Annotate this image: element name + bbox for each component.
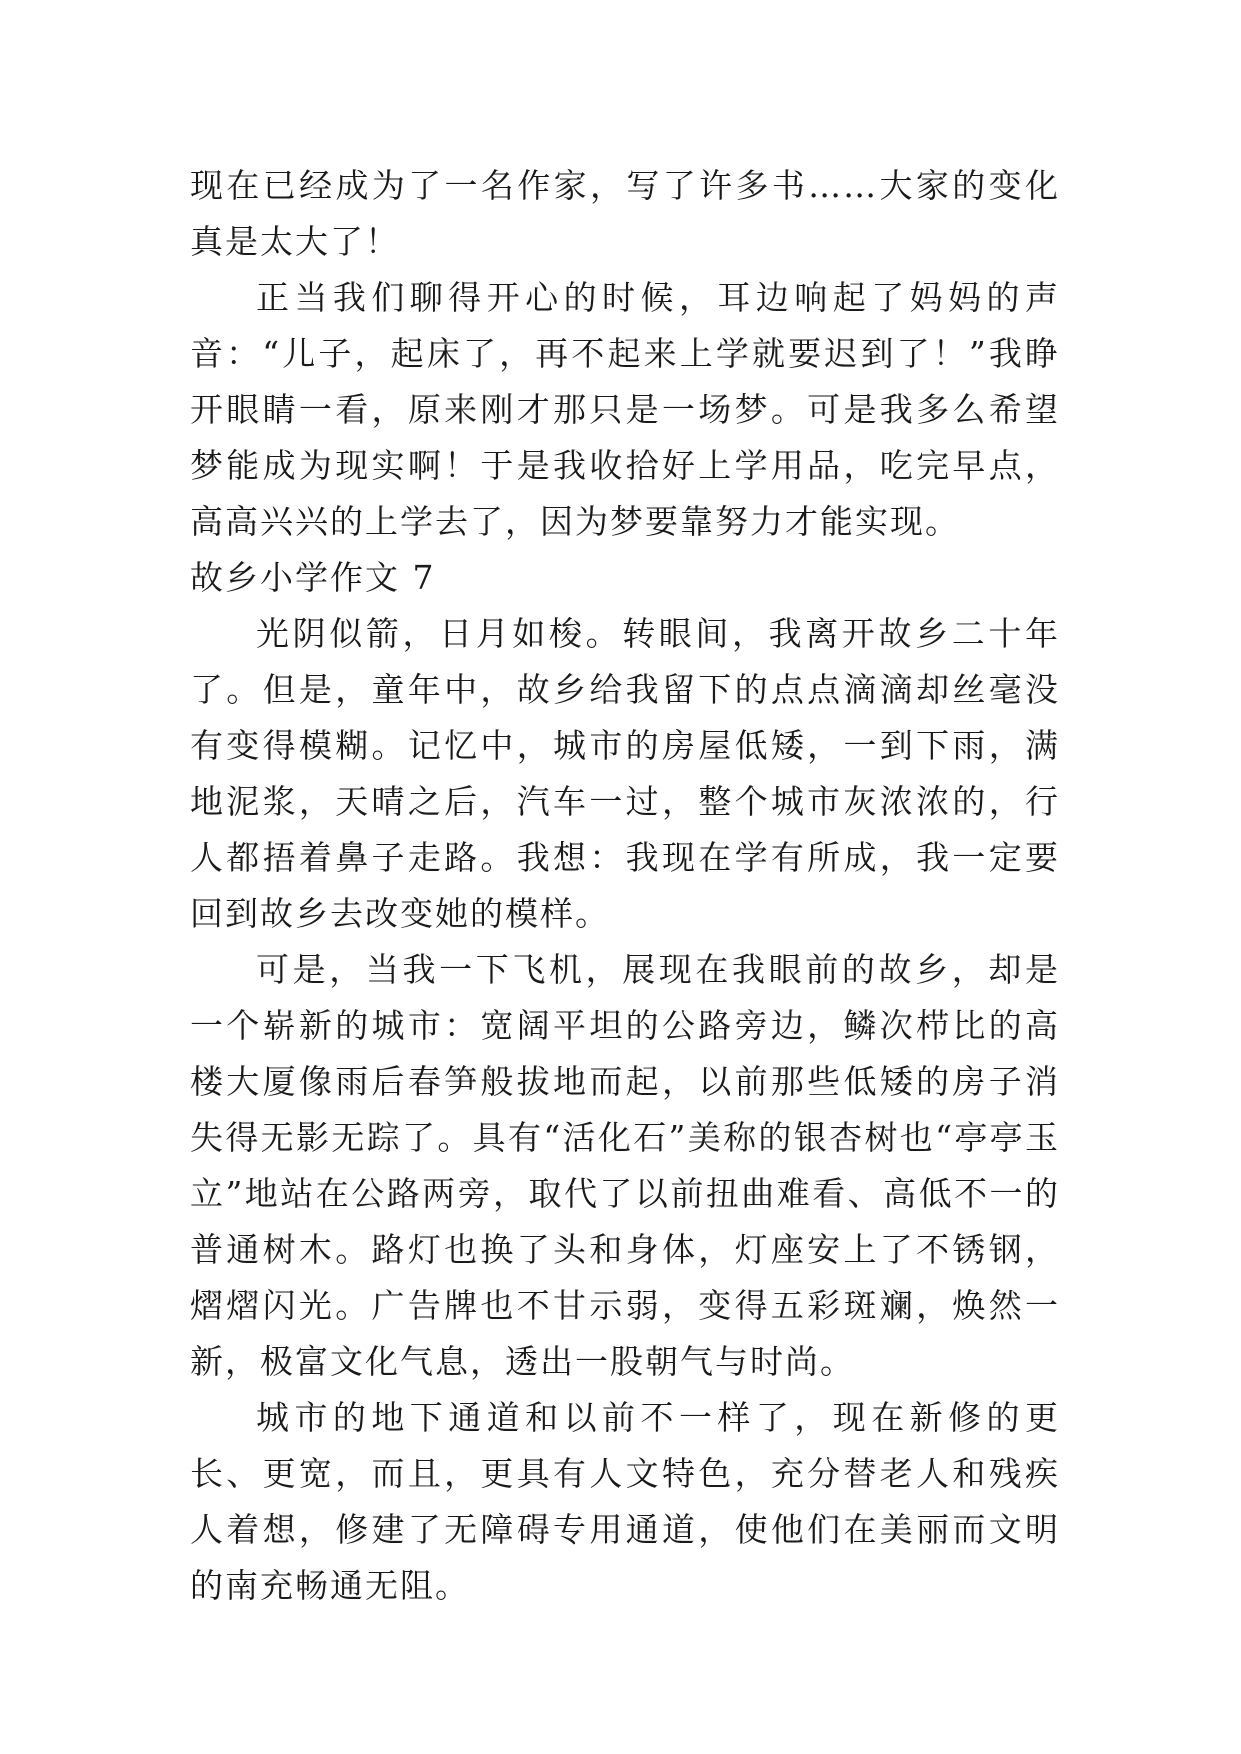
section-heading: 故乡小学作文 7 [190,558,436,597]
document-body [190,158,1060,1614]
paragraph: 现在已经成为了一名作家，写了许多书……大家的变化真是太大了！ [190,166,1060,261]
paragraph: 城市的地下通道和以前不一样了，现在新修的更长、更宽，而且，更具有人文特色，充分替老人和残疾人着想，修建了无障碍专用通道，使他们在美丽而文明的南充畅通无阻。 [190,1398,1060,1605]
paragraph: 正当我们聊得开心的时候，耳边响起了妈妈的声音：“儿子，起床了，再不起来上学就要迟到了！”我睁开眼睛一看，原来刚才那只是一场梦。可是我多么希望梦能成为现实啊！于是我收拾好上学用品，吃完早点，高高兴兴的上学去了，因为梦要靠努力才能实现。 [190,278,1060,541]
paragraph: 光阴似箭，日月如梭。转眼间，我离开故乡二十年了。但是，童年中，故乡给我留下的点点滴滴却丝毫没有变得模糊。记忆中，城市的房屋低矮，一到下雨，满地泥浆，天晴之后，汽车一过，整个城市灰浓浓的，行人都捂着鼻子走路。我想：我现在学有所成，我一定要回到故乡去改变她的模样。 [190,614,1060,933]
paragraph: 可是，当我一下飞机，展现在我眼前的故乡，却是一个崭新的城市：宽阔平坦的公路旁边，鳞次栉比的高楼大厦像雨后春笋般拔地而起，以前那些低矮的房子消失得无影无踪了。具有“活化石”美称的银杏树也“亭亭玉立”地站在公路两旁，取代了以前扭曲难看、高低不一的普通树木。路灯也换了头和身体，灯座安上了不锈钢，熠熠闪光。广告牌也不甘示弱，变得五彩斑斓，焕然一新，极富文化气息，透出一股朝气与时尚。 [190,950,1060,1381]
